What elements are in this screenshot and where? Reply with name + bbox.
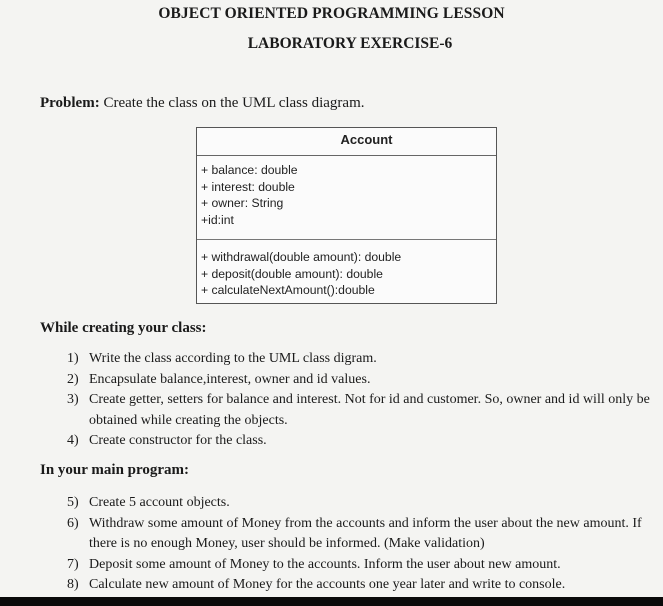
list-item-number: 8) [67, 577, 79, 592]
list-item-number: 7) [67, 556, 79, 572]
main-program-list [40, 493, 662, 596]
uml-method: + calculateNextAmount():double [201, 283, 375, 298]
creating-heading: While creating your class: [40, 320, 207, 336]
problem-text: Create the class on the UML class diagram. [99, 95, 365, 111]
uml-attribute: +id:int [201, 212, 234, 227]
uml-attributes [197, 156, 496, 240]
list-item [40, 493, 662, 514]
problem-label: Problem: [40, 95, 100, 111]
list-item-text: Encapsulate balance,interest, owner and id values. [89, 371, 371, 387]
uml-attribute: + balance: double [201, 163, 298, 177]
document-subtitle: LABORATORY EXERCISE-6 [247, 35, 453, 52]
list-item [40, 370, 655, 391]
list-item [40, 390, 655, 431]
list-item [40, 349, 655, 370]
list-item [40, 514, 662, 555]
main-program-heading: In your main program: [40, 462, 190, 478]
document-title: OBJECT ORIENTED PROGRAMMING LESSON [158, 5, 505, 22]
list-item-text: Create 5 account objects. [89, 495, 230, 510]
list-item-text: Create getter, setters for balance and interest. Not for id and customer. So, owner and id will only be obtained while creating the objects. [89, 392, 650, 428]
uml-method: + withdrawal(double amount): double [201, 250, 402, 264]
uml-class-name: Account [197, 128, 496, 156]
list-item [40, 431, 655, 452]
creating-list [40, 349, 655, 452]
bottom-edge-bar [0, 597, 663, 606]
list-item [40, 575, 662, 596]
uml-method: + deposit(double amount): double [201, 266, 383, 281]
list-item-text: Calculate new amount of Money for the accounts one year later and write to console. [89, 577, 566, 592]
list-item-number: 6) [67, 515, 79, 531]
list-item [40, 555, 662, 576]
list-item-number: 4) [67, 433, 79, 448]
list-item-text: Create constructor for the class. [89, 433, 267, 448]
list-item-number: 5) [67, 495, 79, 510]
list-item-number: 3) [67, 392, 79, 407]
uml-attribute: + owner: String [201, 196, 284, 211]
uml-attribute: + interest: double [201, 179, 295, 194]
list-item-text: Deposit some amount of Money to the accounts. Inform the user about new amount. [89, 556, 561, 572]
uml-class-diagram [196, 127, 497, 304]
list-item-number: 1) [67, 351, 79, 366]
problem-statement [40, 95, 365, 112]
uml-methods [197, 240, 496, 299]
list-item-number: 2) [67, 371, 79, 387]
list-item-text: Write the class according to the UML class digram. [89, 351, 377, 366]
list-item-text: Withdraw some amount of Money from the accounts and inform the user about the new amount. If there is no enough Money, user should be informed. (Make validation) [89, 515, 642, 551]
